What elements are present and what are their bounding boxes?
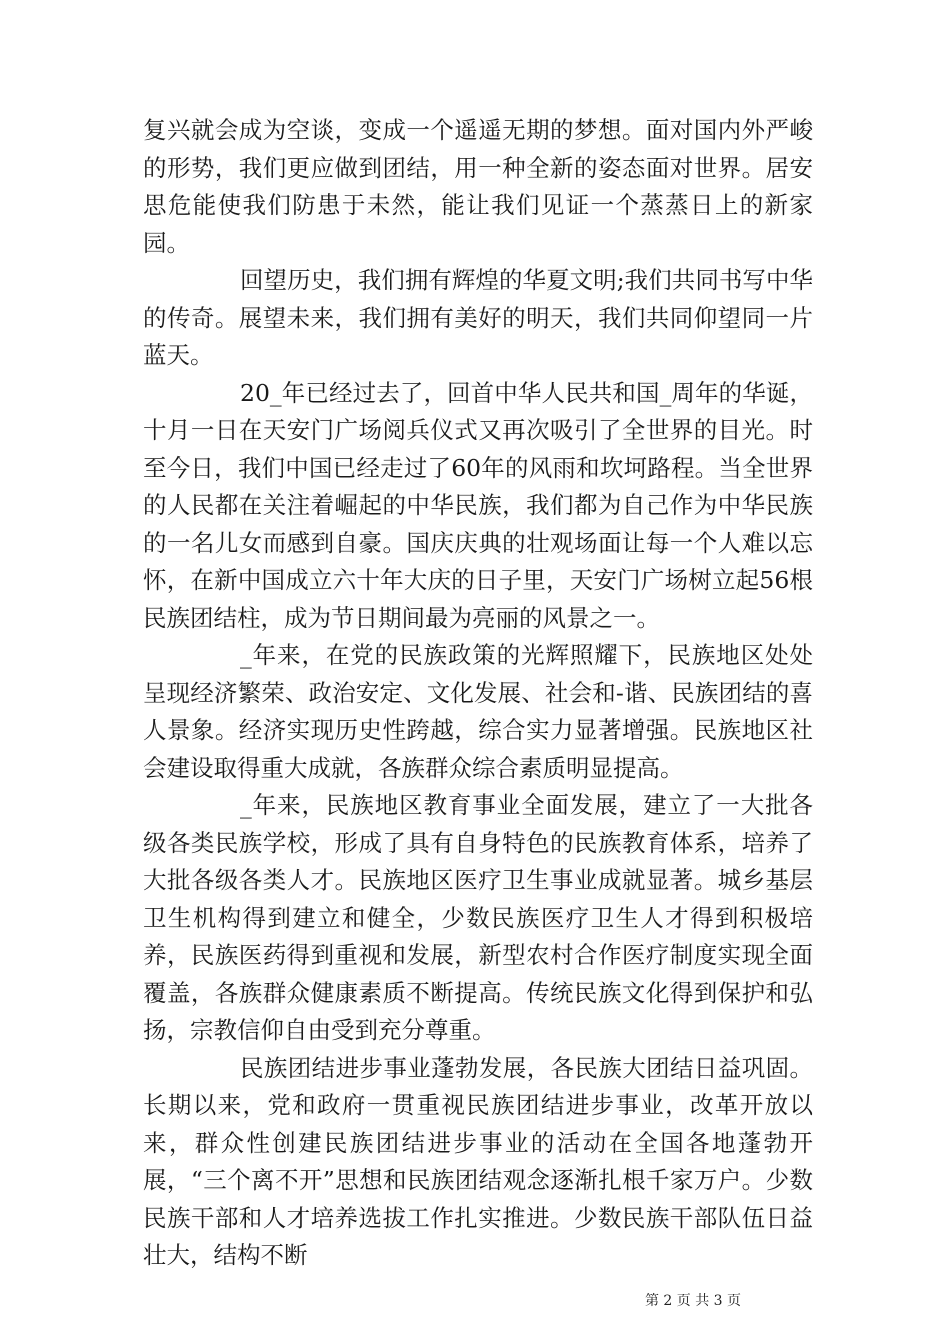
document-body	[143, 112, 813, 1275]
page-number: 第 2 页 共 3 页	[644, 1293, 742, 1309]
paragraph-unity-progress: 民族团结进步事业蓬勃发展，各民族大团结日益巩固。长期以来，党和政府一贯重视民族团结进步事业，改革开放以来，群众性创建民族团结进步事业的活动在全国各地蓬勃开展，“三个离不开”思想和民族团结观念逐渐扎根千家万户。少数民族干部和人才培养选拔工作扎实推进。少数民族干部队伍日益壮大，结构不断	[143, 1053, 813, 1269]
page-footer	[0, 1290, 950, 1310]
paragraph-continued: 复兴就会成为空谈，变成一个遥遥无期的梦想。面对国内外严峻的形势，我们更应做到团结，用一种全新的姿态面对世界。居安思危能使我们防患于未然，能让我们见证一个蒸蒸日上的新家园。	[143, 116, 813, 257]
paragraph-history: 回望历史，我们拥有辉煌的华夏文明;我们共同书写中华的传奇。展望未来，我们拥有美好的明天，我们共同仰望同一片蓝天。	[143, 266, 813, 369]
paragraph-ethnic-policy: _年来，在党的民族政策的光辉照耀下，民族地区处处呈现经济繁荣、政治安定、文化发展、社会和-谐、民族团结的喜人景象。经济实现历史性跨越，综合实力显著增强。民族地区社会建设取得重大成就，各族群众综合素质明显提高。	[143, 641, 813, 782]
paragraph-anniversary: 20_年已经过去了，回首中华人民共和国_周年的华诞，十月一日在天安门广场阅兵仪式又再次吸引了全世界的目光。时至今日，我们中国已经走过了60年的风雨和坎坷路程。当全世界的人民都在关注着崛起的中华民族，我们都为自己作为中华民族的一名儿女而感到自豪。国庆庆典的壮观场面让每一个人难以忘怀，在新中国成立六十年大庆的日子里，天安门广场树立起56根民族团结柱，成为节日期间最为亮丽的风景之一。	[143, 378, 813, 632]
paragraph-education-health: _年来，民族地区教育事业全面发展，建立了一大批各级各类民族学校，形成了具有自身特色的民族教育体系，培养了大批各级各类人才。民族地区医疗卫生事业成就显著。城乡基层卫生机构得到建立和健全，少数民族医疗卫生人才得到积极培养，民族医药得到重视和发展，新型农村合作医疗制度实现全面覆盖，各族群众健康素质不断提高。传统民族文化得到保护和弘扬，宗教信仰自由受到充分尊重。	[143, 791, 813, 1044]
